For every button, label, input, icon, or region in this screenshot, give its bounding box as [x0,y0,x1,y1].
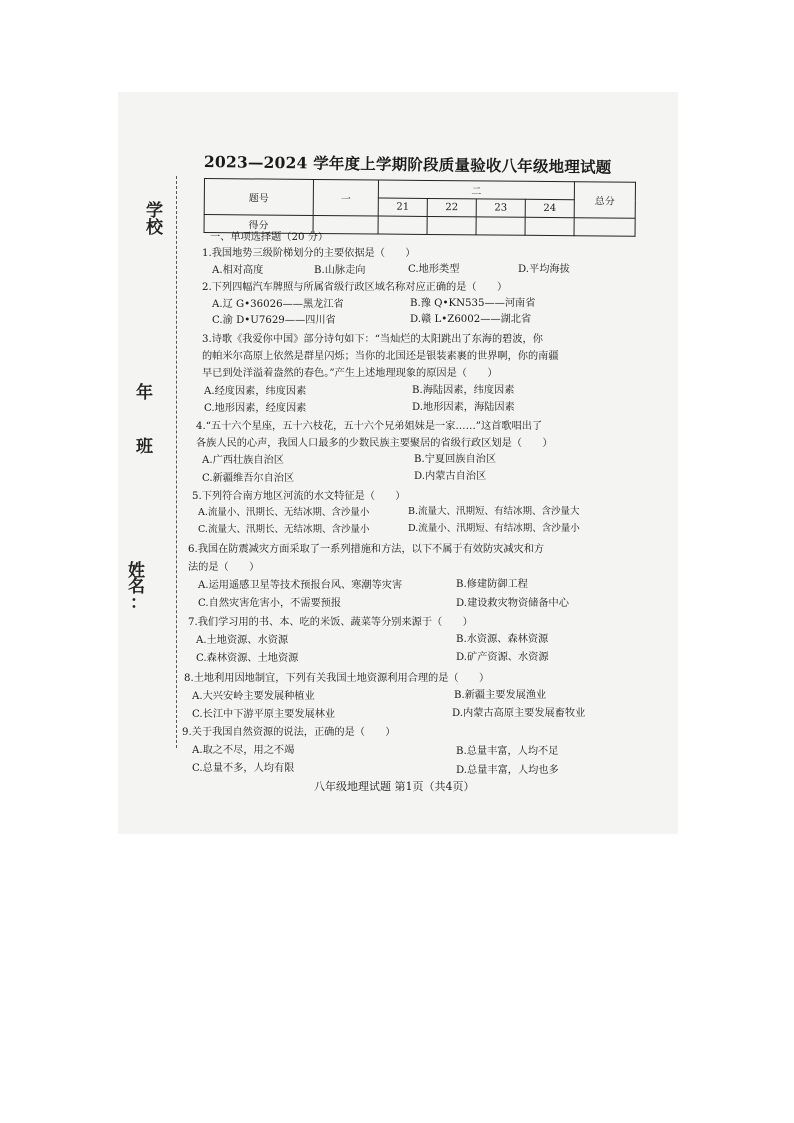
q4-option-b: B.宁夏回族自治区 [414,454,497,465]
side-label-colon: ： [130,593,147,613]
q8-option-c: C.长江中下游平原主要发展林业 [192,709,336,720]
score-header-21: 21 [378,198,427,216]
q7-option-d: D.矿产资源、水资源 [456,652,549,663]
q8-option-d: D.内蒙古高原主要发展畜牧业 [452,708,586,719]
side-label-xiao: 校 [146,218,163,238]
q6-option-c: C.自然灾害危害小，不需要预报 [198,598,342,609]
q4-option-d: D.内蒙古自治区 [414,471,487,482]
q1-option-d: D.平均海拔 [518,264,570,275]
q4-option-a: A.广西壮族自治区 [202,455,284,466]
page-footer: 八年级地理试题 第1页（共4页） [314,780,475,793]
exam-title: 2023—2024 学年度上学期阶段质量验收八年级地理试题 [203,152,612,177]
q5-option-b: B.流量大、汛期短、有结冰期、含沙量大 [408,506,580,517]
side-label-ming: 名 [128,577,145,597]
question-7: 7.我们学习用的书、本、吃的米饭、蔬菜等分别来源于（ ） [188,617,473,628]
question-8: 8.土地利用因地制宜，下列有关我国土地资源利用合理的是（ ） [184,673,490,684]
score-header-label: 题号 [204,179,313,216]
q2-option-a: A.辽 G•36026——黑龙江省 [212,299,344,310]
question-4-line1: 4.“五十六个星座，五十六枝花，五十六个兄弟姐妹是一家……”这首歌唱出了 [196,421,543,432]
q3-option-d: D.地形因素，海陆因素 [412,402,515,413]
q8-option-b: B.新疆主要发展渔业 [454,690,547,701]
side-label-xue: 学 [146,201,163,221]
q6-option-b: B.修建防御工程 [456,579,528,590]
question-5: 5.下列符合南方地区河流的水文特征是（ ） [192,491,406,502]
q2-option-b: B.豫 Q•KN535——河南省 [410,298,536,309]
q9-option-b: B.总量丰富，人均不足 [456,746,559,757]
q4-option-c: C.新疆维吾尔自治区 [202,473,295,484]
score-header-total: 总分 [574,182,635,219]
q1-option-b: B.山脉走向 [314,265,366,276]
q7-option-b: B.水资源、森林资源 [456,634,549,645]
score-header-23: 23 [476,199,525,217]
q9-option-a: A.取之不尽，用之不竭 [192,745,295,756]
q3-option-b: B.海陆因素，纬度因素 [412,385,515,396]
q9-option-c: C.总量不多，人均有限 [192,763,295,774]
question-2: 2.下列四幅汽车牌照与所属省级行政区域名称对应正确的是（ ） [202,282,508,293]
side-label-ban: 班 [136,437,153,457]
question-9: 9.关于我国自然资源的说法，正确的是（ ） [182,727,396,738]
section-heading: 一、单项选择题（20 分） [210,232,329,243]
question-6-line2: 法的是（ ） [188,562,260,573]
side-label-nian: 年 [136,383,153,403]
question-6-line1: 6.我国在防震减灾方面采取了一系列措施和方法，以下不属于有效防灾减灾和方 [188,544,545,555]
side-label-xing: 姓 [128,561,145,581]
score-header-part2: 二 [378,180,574,200]
question-3-line1: 3.诗歌《我爱你中国》部分诗句如下：“当灿烂的太阳跳出了东海的碧波，你 [202,334,543,345]
q3-option-a: A.经度因素，纬度因素 [204,386,307,397]
question-3-line3: 早已到处洋溢着盎然的春色。”产生上述地理现象的原因是（ ） [202,368,498,379]
q5-option-c: C.流量大、汛期长、无结冰期、含沙量小 [198,524,370,535]
score-row-label: 得分 [204,215,313,234]
question-1: 1.我国地势三级阶梯划分的主要依据是（ ） [202,248,416,259]
q2-option-d: D.赣 L•Z6002——湖北省 [410,314,532,325]
q5-option-a: A.流量小、汛期长、无结冰期、含沙量小 [198,507,370,518]
q5-option-d: D.流量小、汛期短、有结冰期、含沙量小 [408,523,580,534]
score-header-part1: 一 [313,179,378,216]
q8-option-a: A.大兴安岭主要发展种植业 [192,691,315,702]
q7-option-c: C.森林资源、土地资源 [196,653,299,664]
q6-option-d: D.建设救灾物资储备中心 [456,598,569,609]
question-4-line2: 各族人民的心声，我国人口最多的少数民族主要聚居的省级行政区划是（ ） [196,438,553,449]
question-3-line2: 的帕米尔高原上依然是群星闪烁；当你的北国还是银装素裹的世界啊，你的南疆 [202,351,559,362]
score-header-22: 22 [427,198,476,216]
q7-option-a: A.土地资源、水资源 [196,635,289,646]
q6-option-a: A.运用遥感卫星等技术预报台风、寒潮等灾害 [198,580,403,591]
q1-option-a: A.相对高度 [212,265,264,276]
q2-option-c: C.渝 D•U7629——四川省 [212,315,336,326]
q9-option-d: D.总量丰富，人均也多 [456,765,559,776]
binding-line [176,176,177,748]
q1-option-c: C.地形类型 [408,264,460,275]
score-header-24: 24 [525,199,574,217]
q3-option-c: C.地形因素，经度因素 [204,403,307,414]
